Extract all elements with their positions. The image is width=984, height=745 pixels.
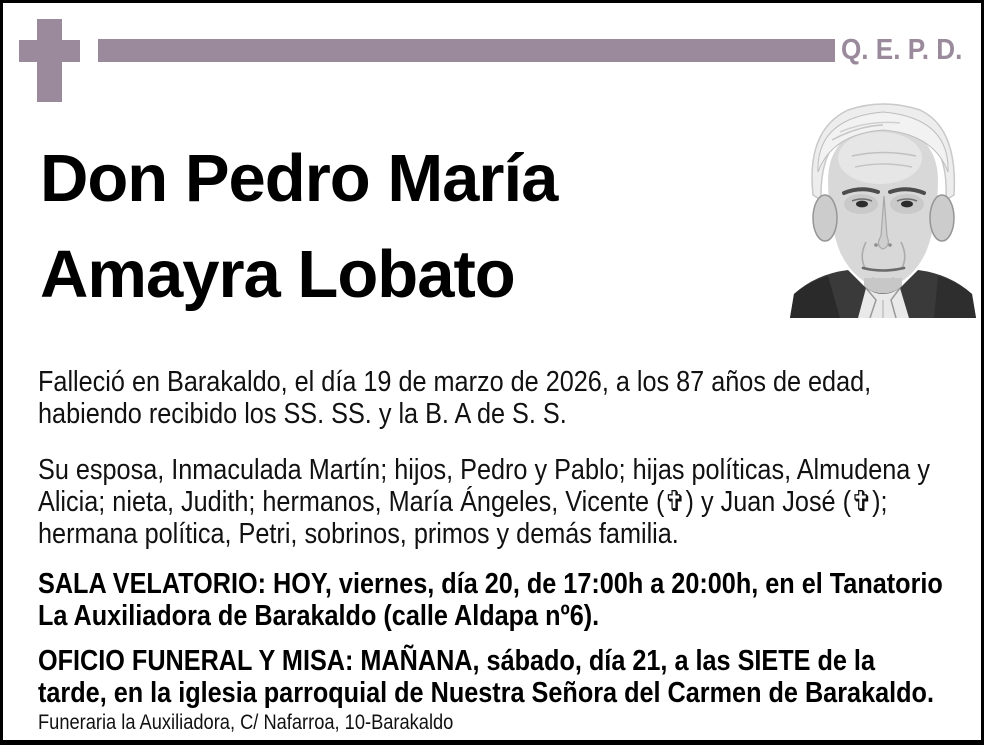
family-members-paragraph: Su esposa, Inmaculada Martín; hijos, Pedro y Pablo; hijas políticas, Almudena y Alicia; nieta, Judith; hermanos, María Ángeles, Vicente (✞) y Juan José (✞); hermana política, Petri, sobrinos, primos y demás familia. (38, 454, 930, 550)
header-divider-bar (98, 39, 835, 62)
deceased-name-line2: Amayra Lobato (40, 237, 515, 312)
cross-icon-horizontal-bar (19, 40, 80, 62)
funeral-home-address: Funeraria la Auxiliadora, C/ Nafarroa, 10-Barakaldo (38, 711, 454, 734)
death-announcement-paragraph: Falleció en Barakaldo, el día 19 de marzo de 2026, a los 87 años de edad, habiendo recibido los SS. SS. y la B. A de S. S. (38, 366, 872, 430)
wake-info-paragraph: SALA VELATORIO: HOY, viernes, día 20, de 17:00h a 20:00h, en el Tanatorio La Auxiliadora de Barakaldo (calle Aldapa nº6). (38, 568, 943, 632)
qepd-label: Q. E. P. D. (841, 34, 963, 66)
portrait-photo (788, 100, 978, 318)
deceased-name (40, 131, 557, 323)
funeral-mass-info-paragraph: OFICIO FUNERAL Y MISA: MAÑANA, sábado, día 21, a las SIETE de la tarde, en la iglesia parroquial de Nuestra Señora del Carmen de Barakaldo. (38, 645, 934, 709)
deceased-name-line1: Don Pedro María (40, 141, 558, 216)
